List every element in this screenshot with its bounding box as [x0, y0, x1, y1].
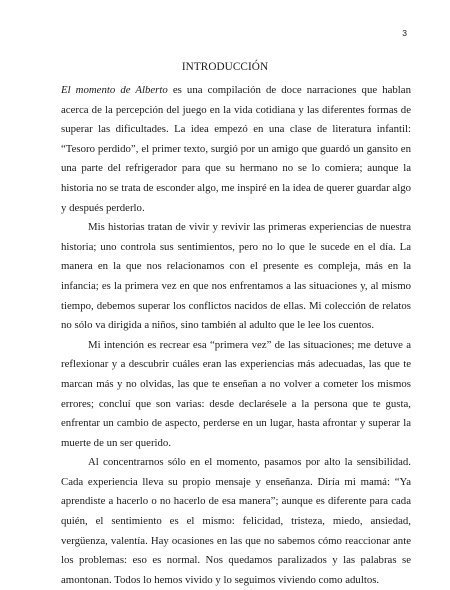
page-number: 3: [402, 28, 407, 38]
paragraph-1-text: es una compilación de doce narraciones que hablan acerca de la percepción del juego en la vida cotidiana y las diferentes formas de superar las dificultades. La idea empezó en una clase de literatura infantil: “Tesoro perdido”, el primer texto, surgió por un amigo que guardó un gansito en una parte del refrigerador para que su hermano no se lo comiera; aunque la historia no se trata de esconder algo, me inspiré en la idea de querer guardar algo y después perderlo.: [61, 84, 411, 214]
paragraph-1: [61, 81, 411, 218]
paragraph-2: Mis historias tratan de vivir y revivir las primeras experiencias de nuestra historia; uno controla sus sentimientos, pero no lo que le sucede en el día. La manera en la que nos relacionamos con el presente es compleja, más en la infancia; es la primera vez en que nos enfrentamos a las situaciones y, al mismo tiempo, debemos superar los conflictos nacidos de ellas. Mi colección de relatos no sólo va dirigida a niños, sino también al adulto que le lee los cuentos.: [61, 221, 411, 332]
paragraph-3: Mi intención es recrear esa “primera vez” de las situaciones; me detuve a reflexionar y a descubrir cuáles eran las experiencias más adecuadas, las que te marcan más y no olvidas, las que te enseñan a no volver a cometer los mismos errores; concluí que son varias: desde declarésele a la persona que te gusta, enfrentar un cambio de aspecto, perderse en un lugar, hasta afrontar y superar la muerte de un ser querido.: [61, 338, 411, 449]
paragraph-4: Al concentrarnos sólo en el momento, pasamos por alto la sensibilidad. Cada experiencia lleva su propio mensaje y enseñanza. Diría mi mamá: “Ya aprendiste a hacerlo o no hacerlo de esa manera”; aunque es diferente para cada quién, el sentimiento es el mismo: felicidad, tristeza, miedo, ansiedad, vergüenza, valentía. Hay ocasiones en las que no sabemos cómo reaccionar ante los problemas: eso es normal. Nos quedamos paralizados y las palabras se amontonan. Todos lo hemos vivido y lo seguimos viviendo como adultos.: [61, 456, 411, 586]
book-title-italic: El momento de Alberto: [61, 84, 168, 96]
body-text: [61, 81, 411, 590]
page-title: INTRODUCCIÓN: [181, 61, 269, 73]
